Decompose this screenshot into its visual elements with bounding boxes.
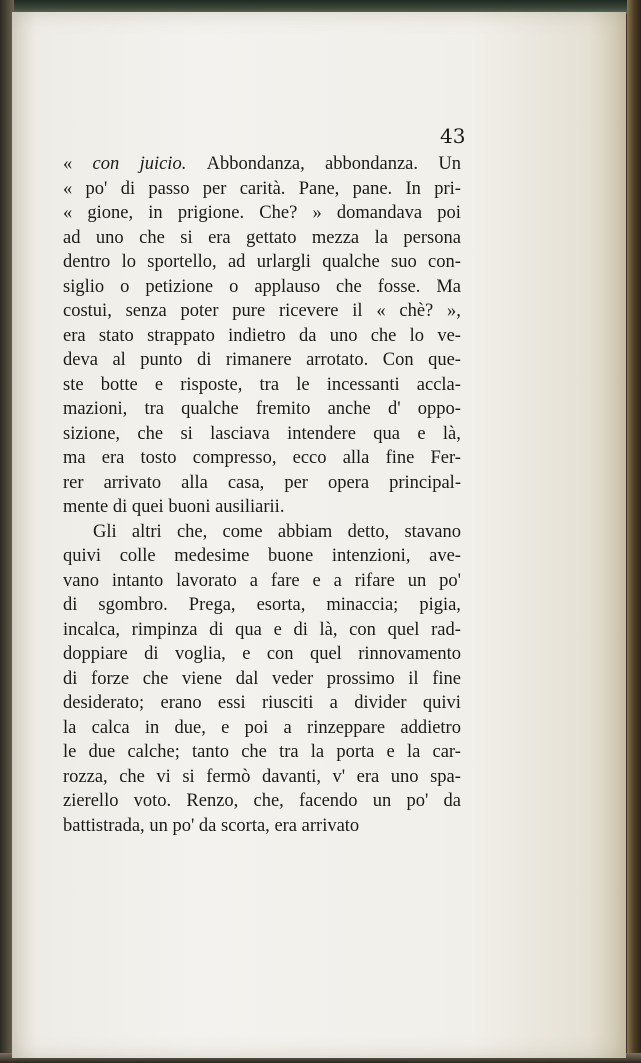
text-line: doppiare di voglia, e con quel rinnovamento [63, 644, 461, 664]
book-cover-edge-right [627, 0, 641, 1063]
text-line: ste botte e risposte, tra le incessanti accla- [63, 374, 461, 395]
text-line: ma era tosto compresso, ecco alla fine Fer- [63, 448, 461, 468]
text-line: la calca in due, e poi a rinzeppare addietro [63, 717, 461, 738]
text-line: era stato strappato indietro da uno che lo ve- [63, 325, 461, 346]
text-line: siglio o petizione o applauso che fosse. Ma [63, 276, 461, 297]
text-line: mazioni, tra qualche fremito anche d' oppo- [63, 399, 461, 419]
text-line: costui, senza poter pure ricevere il « chè? », [63, 301, 461, 321]
text-line: Gli altri che, come abbiam detto, stavano [93, 521, 461, 542]
text-line: rozza, che vi si fermò davanti, v' era uno spa- [63, 766, 461, 787]
text-line: battistrada, un po' da scorta, era arrivato [63, 815, 360, 836]
text-line: le due calche; tanto che tra la porta e la car- [63, 742, 461, 762]
text-line: deva al punto di rimanere arrotato. Con que- [63, 350, 461, 370]
text-line: sizione, che si lasciava intendere qua e là, [63, 423, 461, 444]
text-line: dentro lo sportello, ad urlargli qualche suo con- [63, 252, 461, 272]
body-text [63, 152, 461, 838]
text-line: rer arrivato alla casa, per opera principal- [63, 472, 461, 493]
text-line: di sgombro. Prega, esorta, minaccia; pigia, [63, 595, 461, 615]
text-line: vano intanto lavorato a fare e a rifare un po' [63, 570, 461, 591]
text-line: desiderato; erano essi riusciti a divider quivi [63, 693, 461, 713]
text-line: ad uno che si era gettato mezza la persona [63, 227, 461, 248]
text-line: quivi colle medesime buone intenzioni, ave- [63, 546, 461, 566]
text-line: « po' di passo per carità. Pane, pane. In pri- [63, 178, 461, 199]
text-line: zierello voto. Renzo, che, facendo un po' da [63, 791, 461, 811]
page-number: 43 [440, 124, 466, 148]
text-line: di forze che viene dal veder prossimo il fine [63, 668, 461, 689]
text-line: incalca, rimpinza di qua e di là, con quel rad- [63, 619, 461, 640]
text-line: « gione, in prigione. Che? » domandava poi [63, 203, 461, 223]
text-line: mente di quei buoni ausiliarii. [63, 497, 285, 517]
text-line: « con juicio. Abbondanza, abbondanza. Un [63, 154, 461, 174]
